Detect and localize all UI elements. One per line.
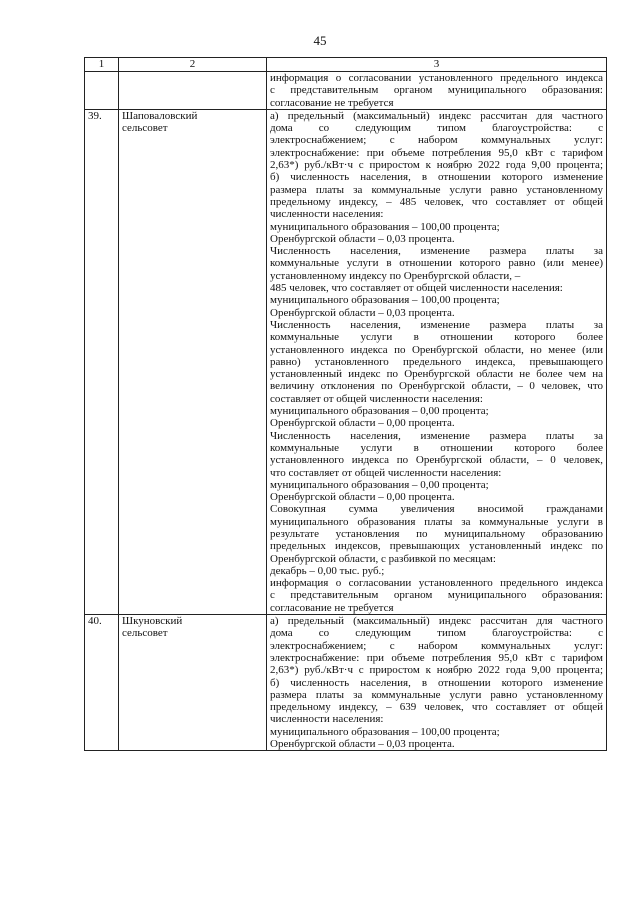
text-line: с представительным органом муниципального образования: (270, 84, 603, 97)
text-line: численности населения: (270, 713, 384, 726)
text-line: муниципального образования – 100,00 процента; (270, 294, 500, 307)
text-line: Оренбургской области, с разбивкой по месяцам: (270, 552, 496, 565)
text-line: установленного индекса по Оренбургской области, но менее (или (270, 343, 603, 356)
text-line: коммунальные услуги в отношении которого более (270, 441, 603, 454)
header-col-1: 1 (85, 58, 119, 72)
text-line: размера платы за коммунальные услуги равно установленному (270, 183, 603, 196)
text-line: согласование не требуется (270, 96, 394, 109)
municipality-name-cell (119, 109, 267, 614)
text-line: информация о согласовании установленного предельного индекса (270, 72, 603, 84)
text-line: численности населения: (270, 208, 384, 221)
text-line: муниципального образования платы за коммунальные услуги в (270, 515, 603, 528)
text-line: а) предельный (максимальный) индекс рассчитан для частного (270, 109, 603, 122)
text-line: установленный индекс по Оренбургской области не более чем на (270, 368, 603, 381)
text-line: величину отклонения по Оренбургской области, – 0 человек, что (270, 380, 603, 393)
text-line: что составляет от общей численности населения: (270, 466, 502, 479)
text-line: электроснабжение: при объеме потребления 95,0 кВт с тарифом (270, 146, 603, 159)
text-line: 2,63*) руб./кВт·ч с приростом к ноябрю 2022 года 9,00 процента; (270, 159, 603, 172)
text-line: с представительным органом муниципального образования: (270, 589, 603, 602)
municipality-name: Шкуновский (122, 615, 183, 628)
table-row-40 (85, 615, 607, 751)
text-line: 2,63*) руб./кВт·ч с приростом к ноябрю 2022 года 9,00 процента; (270, 664, 603, 677)
municipality-name-cell (119, 615, 267, 751)
text-line: б) численность населения, в отношении которого изменение (270, 676, 603, 689)
row-number: 39. (85, 109, 119, 614)
text-line: Оренбургской области – 0,00 процента. (270, 417, 455, 430)
continuation-name-cell (119, 72, 267, 110)
text-line: муниципального образования – 100,00 процента; (270, 220, 500, 233)
text-line: муниципального образования – 0,00 процента; (270, 478, 489, 491)
row-number: 40. (85, 615, 119, 751)
table-row-continuation (85, 72, 607, 110)
index-table (84, 57, 607, 751)
index-description-cell (267, 615, 607, 751)
text-line: Численность населения, изменение размера платы за (270, 245, 603, 258)
continuation-content-cell (267, 72, 607, 110)
text-line: б) численность населения, в отношении которого изменение (270, 171, 603, 184)
text-line: электроснабжением; с набором коммунальных услуг: (270, 134, 603, 147)
continuation-number-cell (85, 72, 119, 110)
text-line: предельных индексов, превышающих установленный индекс по (270, 540, 603, 553)
text-line: размера платы за коммунальные услуги равно установленному (270, 688, 603, 701)
text-line: коммунальные услуги в отношении которого более (270, 331, 603, 344)
header-col-3: 3 (267, 58, 607, 72)
municipality-type: сельсовет (122, 627, 168, 640)
text-line: Оренбургской области – 0,03 процента. (270, 232, 455, 245)
text-line: согласование не требуется (270, 601, 394, 614)
text-line: Численность населения, изменение размера платы за (270, 429, 603, 442)
text-line: Численность населения, изменение размера платы за (270, 318, 603, 331)
table-header-row (85, 58, 607, 72)
index-description-cell (267, 109, 607, 614)
text-line: декабрь – 0,00 тыс. руб.; (270, 564, 385, 577)
text-line: дома со следующим типом благоустройства: с (270, 627, 603, 640)
text-line: равно) установленного предельного индекса, превышающего (270, 355, 603, 368)
municipality-type: сельсовет (122, 122, 168, 135)
text-line: предельному индексу, – 485 человек, что составляет от общей (270, 195, 603, 208)
table-row-39 (85, 109, 607, 614)
municipality-name: Шаповаловский (122, 109, 198, 122)
header-col-2: 2 (119, 58, 267, 72)
text-line: коммунальные услуги в отношении которого равно (или менее) (270, 257, 603, 270)
text-line: электроснабжение: при объеме потребления 95,0 кВт с тарифом (270, 651, 603, 664)
text-line: а) предельный (максимальный) индекс рассчитан для частного (270, 615, 603, 628)
text-line: муниципального образования – 0,00 процента; (270, 405, 489, 418)
text-line: дома со следующим типом благоустройства: с (270, 122, 603, 135)
text-line: предельному индексу, – 639 человек, что составляет от общей (270, 701, 603, 714)
text-line: Оренбургской области – 0,03 процента. (270, 738, 455, 751)
text-line: установленного индекса по Оренбургской области, – 0 человек, (270, 454, 603, 467)
text-line: составляет от общей численности населения: (270, 392, 483, 405)
text-line: информация о согласовании установленного предельного индекса (270, 577, 603, 590)
text-line: Оренбургской области – 0,00 процента. (270, 491, 455, 504)
text-line: установленному индексу по Оренбургской области, – (270, 269, 521, 282)
text-line: результате установления по муниципальному образованию (270, 527, 603, 540)
text-line: электроснабжением; с набором коммунальных услуг: (270, 639, 603, 652)
text-line: Совокупная сумма увеличения вносимой гражданами (270, 503, 603, 516)
page-number: 45 (313, 33, 327, 48)
text-line: Оренбургской области – 0,03 процента. (270, 306, 455, 319)
text-line: муниципального образования – 100,00 процента; (270, 725, 500, 738)
text-line: 485 человек, что составляет от общей численности населения: (270, 282, 563, 295)
